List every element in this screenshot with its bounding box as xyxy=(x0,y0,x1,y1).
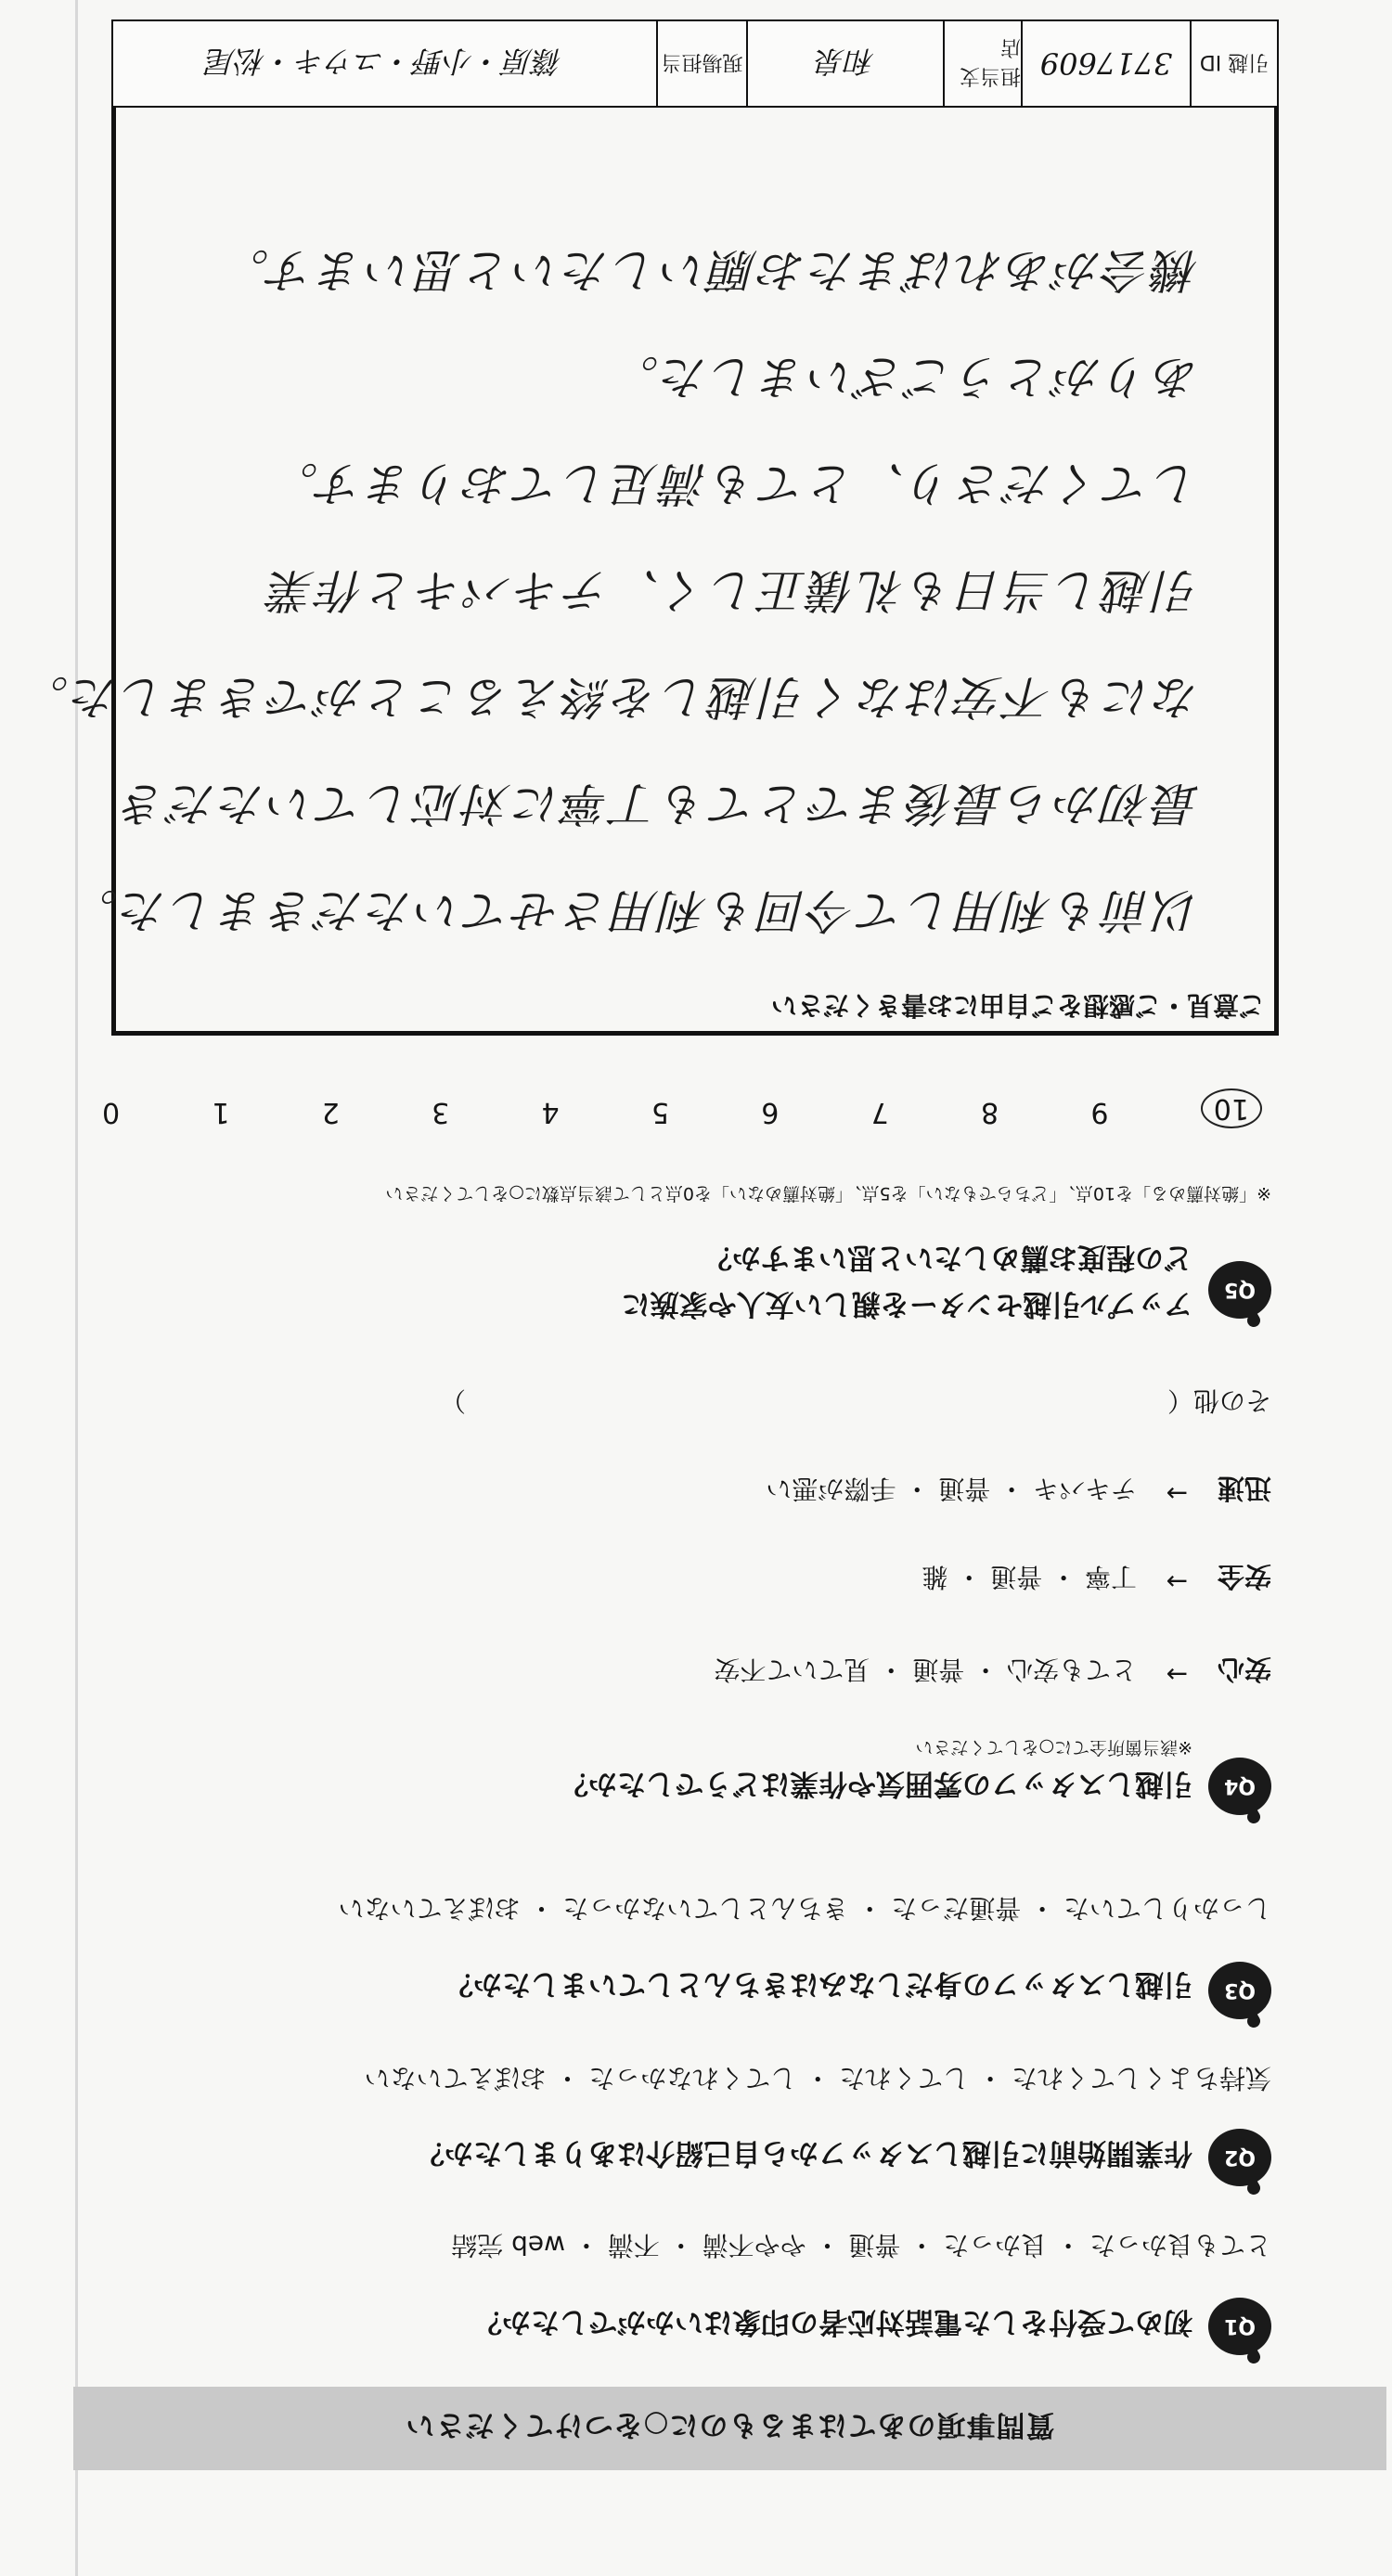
q5-question-line2: どの程度お薦めしたいと思いますか？ xyxy=(703,1241,1192,1274)
q2-question: 作業開始前に引越しスタッフから自己紹介はありましたか？ xyxy=(416,2136,1192,2170)
score-5[interactable]: 5 xyxy=(651,1096,670,1128)
comment-line: ありがとうございました。 xyxy=(610,350,1200,404)
comments-box[interactable] xyxy=(19,46,1279,1036)
footer-label-branch: 担当支店 xyxy=(943,21,1021,106)
q4-badge: Q4 xyxy=(1208,1758,1271,1815)
score-2[interactable]: 2 xyxy=(321,1096,340,1128)
q4-row-options-jinsoku[interactable]: テキパキ ・ 普通 ・ 手際が悪い xyxy=(766,1474,1137,1504)
instruction-banner xyxy=(73,2387,1386,2470)
q3-badge: Q3 xyxy=(1208,1962,1271,2019)
footer-label-id: 引越 ID xyxy=(1190,21,1277,106)
comment-line: してくださり、とても満足しております。 xyxy=(269,457,1200,510)
q5-badge: Q5 xyxy=(1208,1261,1271,1319)
score-7[interactable]: 7 xyxy=(870,1096,889,1128)
score-9[interactable]: 9 xyxy=(1090,1096,1109,1128)
q2-badge: Q2 xyxy=(1208,2129,1271,2186)
footer-value-branch: 和泉 xyxy=(746,21,943,106)
footer-value-staff: 篠原・小野・ユウキ・松尾 xyxy=(206,44,563,80)
q4-other-field[interactable]: その他（ ） xyxy=(439,1385,1271,1416)
comment-line: 以前も利用して今回も利用させていただきました。 xyxy=(69,883,1200,937)
q3-options[interactable]: しっかりしていた ・ 普通だった ・ きちんとしていなかった ・ おぼえていない xyxy=(338,1893,1271,1924)
q4-row-label-anshin: 安心 xyxy=(1217,1654,1271,1685)
comment-line: なにも不安はなく引越しを終えることができました。 xyxy=(19,670,1200,724)
q3-question: 引越しスタッフの身だしなみはきちんとしていましたか？ xyxy=(445,1967,1192,2001)
instruction-text: 質問事項のあてはまるものに○をつけてください xyxy=(405,2408,1055,2442)
footer-info-table xyxy=(111,19,1279,108)
score-6[interactable]: 6 xyxy=(761,1096,780,1128)
score-4[interactable]: 4 xyxy=(541,1096,560,1128)
q4-row-options-anzen[interactable]: 丁寧 ・ 普通 ・ 雑 xyxy=(922,1562,1137,1592)
comments-title: ご意見・ご感想をご自由にお書きください xyxy=(770,990,1265,1021)
comment-line: 機会があればまたお願いしたいと思います。 xyxy=(220,243,1200,297)
q4-note: ※該当箇所全てに○をしてください xyxy=(915,1737,1192,1758)
q1-badge: Q1 xyxy=(1208,2298,1271,2355)
footer-value-id: 3717609 xyxy=(1021,21,1190,106)
q5-score-scale xyxy=(102,1088,1262,1128)
comment-line: 最初から最後までとても丁寧に対応していただき xyxy=(118,777,1200,831)
arrow-icon: → xyxy=(1166,1478,1188,1509)
q5-note: ※「絶対薦める」を10点、「どちらでもない」を5点、「絶対薦めない」を0点として該当点数に○をしてください xyxy=(385,1183,1271,1204)
footer-label-staff: 現場担当 xyxy=(656,21,746,106)
score-1[interactable]: 1 xyxy=(212,1096,230,1128)
q5-question-line1: アップル引越センターを親しい友人や家族に xyxy=(621,1287,1192,1320)
q4-question: 引越しスタッフの雰囲気や作業はどうでしたか？ xyxy=(560,1767,1192,1800)
comment-line: 引越し当日も礼儀正しく、テキパキと作業 xyxy=(266,563,1200,617)
q4-row-label-jinsoku: 迅速 xyxy=(1217,1473,1271,1504)
score-10[interactable]: 10 xyxy=(1201,1088,1262,1128)
q4-row-label-anzen: 安全 xyxy=(1217,1561,1271,1592)
score-0[interactable]: 0 xyxy=(102,1096,121,1128)
score-8[interactable]: 8 xyxy=(981,1096,999,1128)
arrow-icon: → xyxy=(1166,1566,1188,1597)
page-fold-line xyxy=(75,0,78,2576)
q1-options[interactable]: とても良かった ・ 良かった ・ 普通 ・ やや不満 ・ 不満 ・ web 完結 xyxy=(451,2230,1271,2260)
q2-options[interactable]: 気持ちよくしてくれた ・ してくれた ・ してくれなかった ・ おぼえていない xyxy=(364,2063,1271,2093)
arrow-icon: → xyxy=(1166,1659,1188,1690)
q4-row-options-anshin[interactable]: とても安心 ・ 普通 ・ 見ていて不安 xyxy=(714,1655,1137,1685)
score-3[interactable]: 3 xyxy=(432,1096,450,1128)
q1-question: 初めて受付をした電話対応者の印象はいかがでしたか？ xyxy=(473,2305,1192,2338)
